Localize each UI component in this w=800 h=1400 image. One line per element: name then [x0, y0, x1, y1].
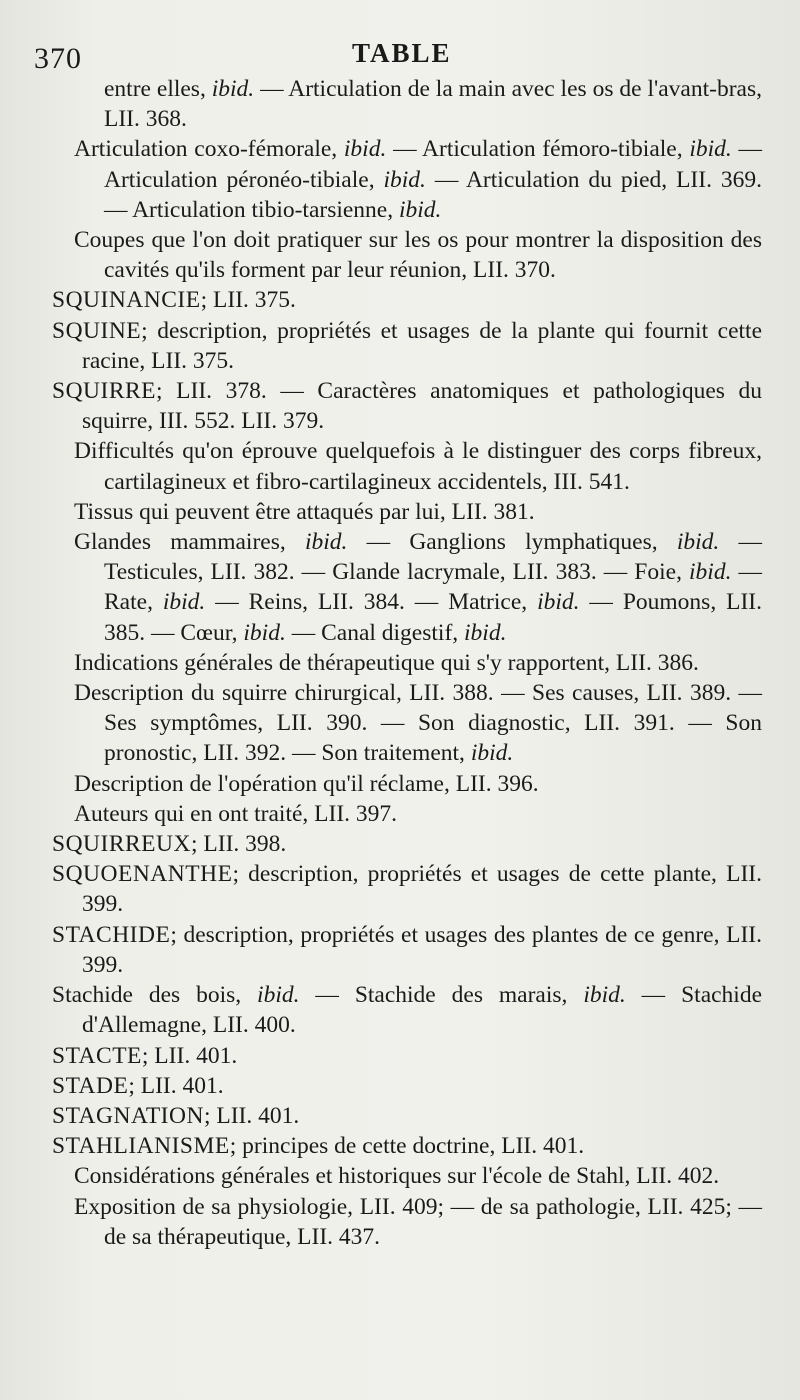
- index-entry: Coupes que l'on doit pratiquer sur les os pour montrer la disposition des cavités qu'ils forment par leur réunion, LII. 370.: [74, 227, 762, 284]
- index-term: SQUINE: [52, 317, 142, 344]
- index-term: SQUINANCIE: [52, 287, 201, 314]
- index-entry: Glandes mammaires, ibid. — Ganglions lymphatiques, ibid. — Testicules, LII. 382. — Glande lacrymale, LII. 383. — Foie, ibid. — Rate, ibid. — Reins, LII. 384. — Matrice, ibid. — Poumons, LII. 385. — Cœur, ibid. — Canal digestif, ibid.: [74, 529, 763, 646]
- index-term: STAHLIANISME: [52, 1133, 230, 1160]
- index-entry: Stachide des bois, ibid. — Stachide des marais, ibid. — Stachide d'Allemagne, LII. 400.: [52, 982, 763, 1039]
- index-heading-entry: STAGNATION; LII. 401.: [52, 1102, 300, 1129]
- index-term: STAGNATION: [52, 1102, 204, 1129]
- index-heading-entry: SQUOENANTHE; description, propriétés et usages de cette plante, LII. 399.: [52, 861, 762, 918]
- index-heading-entry: STAHLIANISME; principes de cette doctrine, LII. 401.: [52, 1133, 585, 1160]
- index-entry: entre elles, ibid. — Articulation de la main avec les os de l'avant-bras, LII. 368.: [104, 76, 762, 133]
- index-entry: Description de l'opération qu'il réclame, LII. 396.: [74, 770, 539, 797]
- running-title: TABLE: [352, 38, 452, 68]
- index-body: [52, 74, 762, 1252]
- index-entry: Difficultés qu'on éprouve quelquefois à le distinguer des corps fibreux, cartilagineux et fibro-cartilagineux accidentels, III. 541.: [74, 438, 762, 495]
- index-term: SQUOENANTHE: [52, 861, 233, 888]
- index-heading-entry: SQUINE; description, propriétés et usages de la plante qui fournit cette racine, LII. 375.: [52, 317, 762, 374]
- index-heading-entry: SQUIRREUX; LII. 398.: [52, 831, 287, 858]
- index-term: STADE: [52, 1072, 129, 1099]
- index-entry: Description du squirre chirurgical, LII. 388. — Ses causes, LII. 389. — Ses symptômes, LII. 390. — Son diagnostic, LII. 391. — Son pronostic, LII. 392. — Son traitement, ibid.: [74, 680, 762, 767]
- index-heading-entry: SQUINANCIE; LII. 375.: [52, 287, 296, 314]
- index-entry: Indications générales de thérapeutique qui s'y rapportent, LII. 386.: [74, 649, 699, 676]
- index-heading-entry: STACTE; LII. 401.: [52, 1042, 238, 1069]
- index-term: STACTE: [52, 1042, 142, 1069]
- page-header: [0, 34, 800, 74]
- index-heading-entry: STACHIDE; description, propriétés et usages des plantes de ce genre, LII. 399.: [52, 921, 762, 978]
- index-term: STACHIDE: [52, 921, 171, 948]
- page-number: 370: [34, 42, 82, 75]
- index-entry: Exposition de sa physiologie, LII. 409; — de sa pathologie, LII. 425; — de sa thérapeutique, LII. 437.: [74, 1193, 762, 1250]
- index-entry: Tissus qui peuvent être attaqués par lui, LII. 381.: [74, 498, 535, 525]
- index-term: SQUIRREUX: [52, 831, 191, 858]
- index-heading-entry: STADE; LII. 401.: [52, 1072, 224, 1099]
- index-heading-entry: SQUIRRE; LII. 378. — Caractères anatomiques et pathologiques du squirre, III. 552. LII. 379.: [52, 378, 762, 435]
- index-term: SQUIRRE: [52, 378, 157, 405]
- index-entry: Articulation coxo-fémorale, ibid. — Articulation fémoro-tibiale, ibid. — Articulation péronéo-tibiale, ibid. — Articulation du pied, LII. 369. — Articulation tibio-tarsienne, ibid.: [74, 136, 762, 223]
- index-entry: Considérations générales et historiques sur l'école de Stahl, LII. 402.: [74, 1163, 720, 1190]
- index-entry: Auteurs qui en ont traité, LII. 397.: [74, 800, 398, 827]
